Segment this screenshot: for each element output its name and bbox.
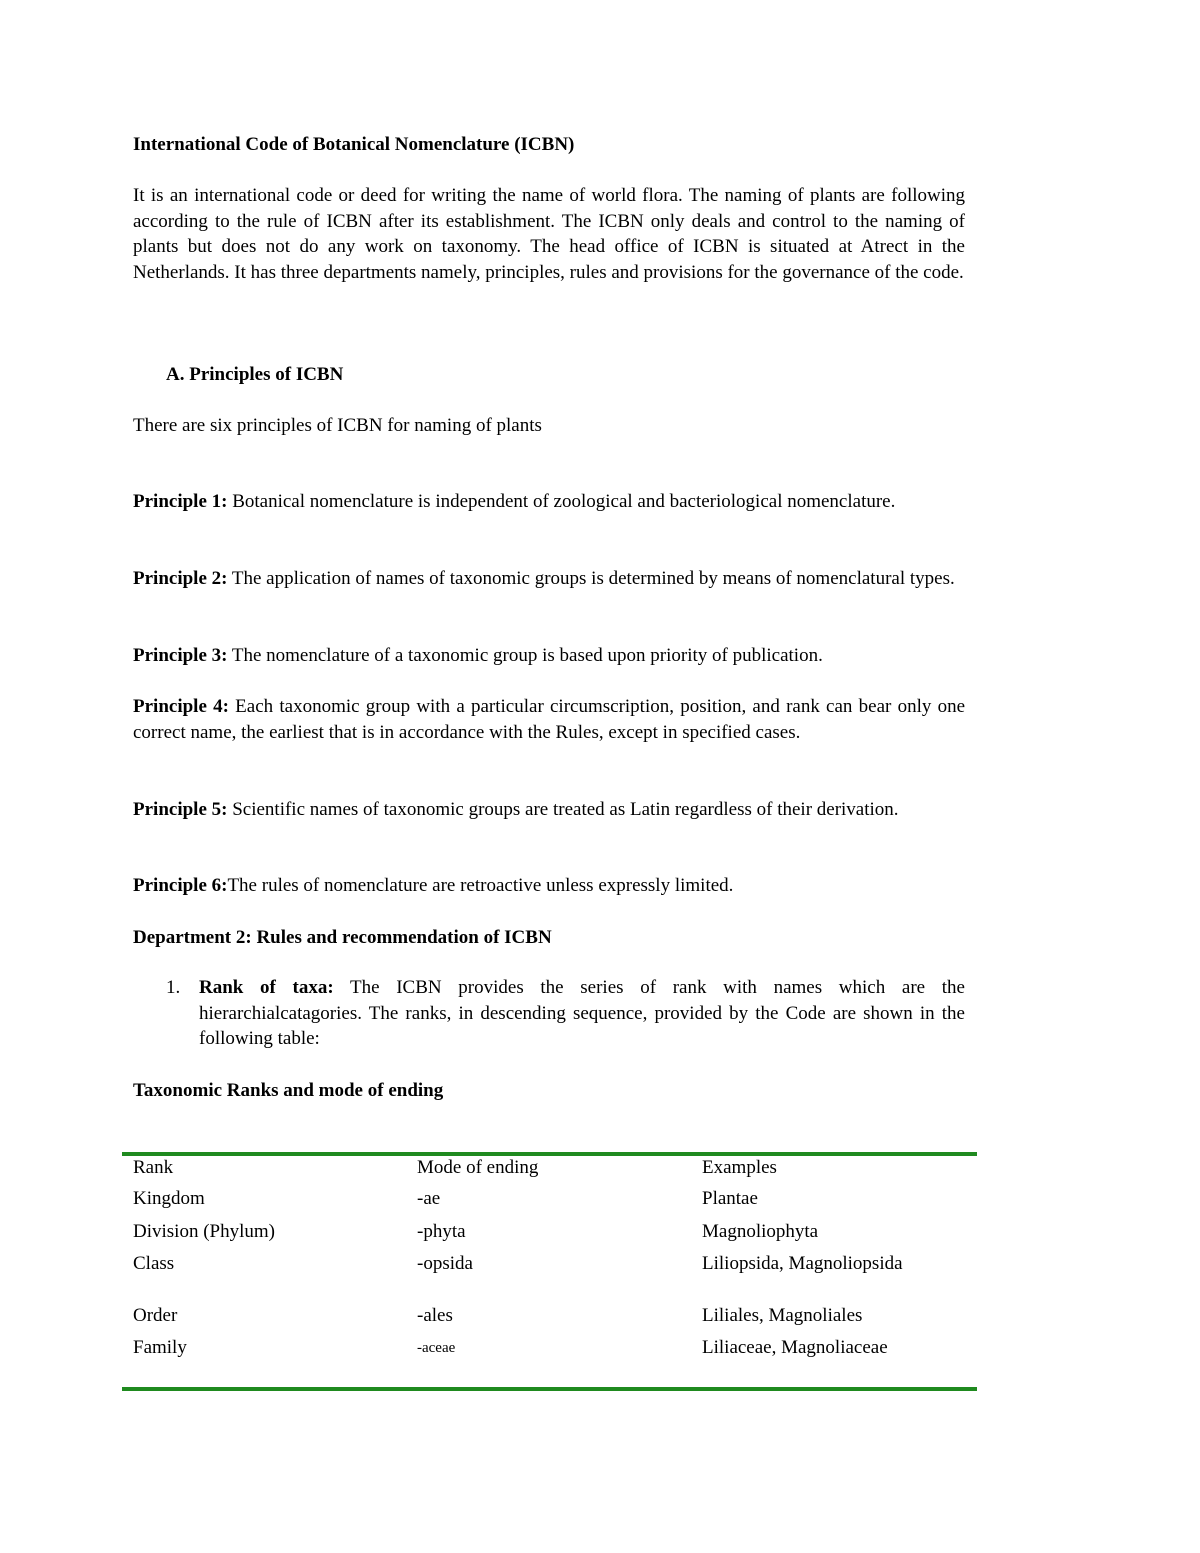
principle-text: The rules of nomenclature are retroactive unless expressly limited. (227, 875, 734, 896)
principle-text: The nomenclature of a taxonomic group is based upon priority of publication. (227, 645, 823, 666)
cell-examples: Plantae (702, 1188, 758, 1209)
list-number: 1. (166, 977, 181, 998)
section-a-heading: A. Principles of ICBN (166, 364, 344, 385)
principle-label: Principle 1: (133, 491, 228, 512)
rule-1-item (166, 975, 965, 1052)
header-rank: Rank (133, 1157, 174, 1178)
principle-label: Principle 5: (133, 799, 228, 820)
header-mode-of-ending: Mode of ending (417, 1157, 539, 1178)
cell-examples: Liliales, Magnoliales (702, 1305, 863, 1326)
principle-text: The application of names of taxonomic groups is determined by means of nomenclatural types. (227, 568, 955, 589)
cell-rank: Division (Phylum) (133, 1221, 275, 1242)
header-examples: Examples (702, 1157, 777, 1178)
cell-ending: -opsida (417, 1253, 473, 1274)
cell-examples: Liliopsida, Magnoliopsida (702, 1253, 903, 1274)
table-header-row (133, 1157, 978, 1185)
cell-examples: Liliaceae, Magnoliaceae (702, 1337, 888, 1358)
principle-2 (133, 566, 965, 592)
cell-examples: Magnoliophyta (702, 1221, 819, 1242)
cell-rank: Family (133, 1337, 187, 1358)
department-2-heading: Department 2: Rules and recommendation of ICBN (133, 927, 552, 948)
principle-3 (133, 643, 965, 669)
table-bottom-rule (122, 1387, 977, 1391)
cell-ending: -ales (417, 1305, 453, 1326)
principle-6 (133, 873, 965, 899)
cell-rank: Kingdom (133, 1188, 205, 1209)
cell-rank: Order (133, 1305, 178, 1326)
principle-5 (133, 797, 965, 823)
principle-text: Each taxonomic group with a particular circumscription, position, and rank can bear only one correct name, the earliest that is in accordance with the Rules, except in specified cases. (133, 696, 965, 743)
rule-label: Rank of taxa: (199, 977, 334, 998)
table-top-rule (122, 1152, 977, 1156)
principle-text: Botanical nomenclature is independent of zoological and bacteriological nomenclature. (227, 491, 896, 512)
cell-ending: -aceae (417, 1340, 456, 1356)
principle-label: Principle 2: (133, 568, 228, 589)
table-row (133, 1221, 978, 1249)
principle-label: Principle 6: (133, 875, 228, 896)
document-title: International Code of Botanical Nomenclature (ICBN) (133, 134, 575, 155)
principle-4 (133, 694, 965, 745)
principle-label: Principle 4: (133, 696, 229, 717)
principle-label: Principle 3: (133, 645, 228, 666)
table-row (133, 1188, 978, 1216)
cell-ending: -phyta (417, 1221, 466, 1242)
table-row (133, 1253, 978, 1281)
principle-text: Scientific names of taxonomic groups are treated as Latin regardless of their derivation. (227, 799, 899, 820)
rule-text: The ICBN provides the series of rank with names which are the hierarchialcatagories. The ranks, in descending sequence, provided by the Code are shown in the following table: (199, 977, 965, 1050)
principle-1 (133, 489, 965, 515)
cell-rank: Class (133, 1253, 175, 1274)
table-row (133, 1305, 978, 1333)
cell-ending: -ae (417, 1188, 441, 1209)
table-title: Taxonomic Ranks and mode of ending (133, 1080, 444, 1101)
intro-paragraph: It is an international code or deed for writing the name of world flora. The naming of plants are following according to the rule of ICBN after its establishment. The ICBN only deals and control to the naming of plants but does not do any work on taxonomy. The head office of ICBN is situated at Atrect in the Netherlands. It has three departments namely, principles, rules and provisions for the governance of the code. (133, 185, 965, 283)
table-row (133, 1337, 978, 1365)
section-a-intro: There are six principles of ICBN for naming of plants (133, 415, 542, 436)
